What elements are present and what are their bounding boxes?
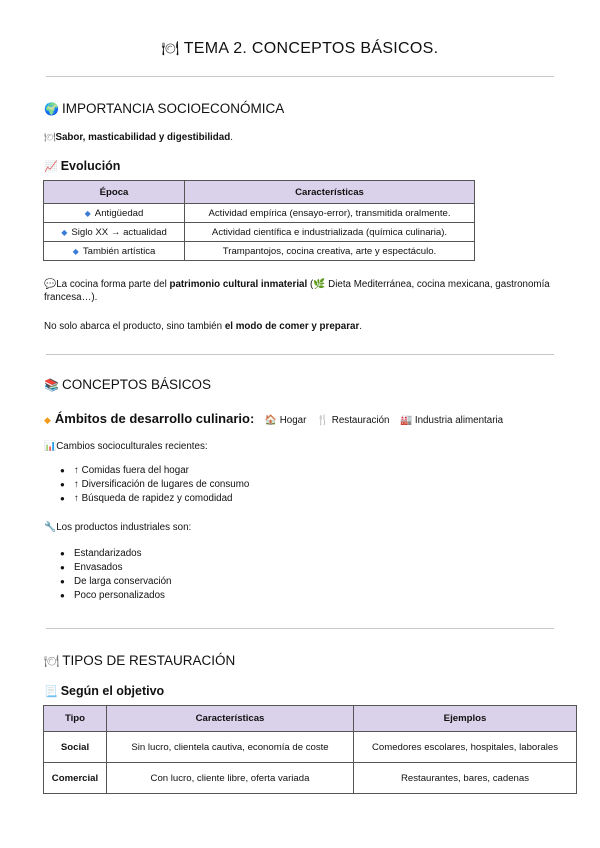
section-heading-importancia: [44, 101, 284, 116]
page-title: [0, 40, 600, 58]
list-item-text: Poco personalizados: [74, 590, 165, 601]
list-item: [60, 478, 249, 492]
table-row: [44, 204, 475, 223]
cambios-list: [60, 464, 249, 506]
ambito-label: Restauración: [331, 415, 390, 426]
table-cell: Actividad científica e industrializada (química culinaria).: [185, 223, 475, 242]
list-item-text: ↑ Búsqueda de rapidez y comodidad: [74, 493, 233, 504]
table-cell: Restaurantes, bares, cadenas: [354, 763, 577, 794]
page-title-text: TEMA 2. CONCEPTOS BÁSICOS.: [183, 40, 439, 57]
evolucion-table: [43, 180, 475, 261]
bullet-icon: ●: [60, 591, 65, 600]
plate-icon: 🍽: [44, 654, 60, 668]
patrimonio-paragraph: [44, 278, 556, 304]
list-item-text: ↑ Comidas fuera del hogar: [74, 465, 189, 476]
divider: [46, 354, 554, 355]
text-run: (: [307, 279, 314, 290]
evolucion-heading: [44, 159, 120, 173]
books-icon: 📚: [44, 378, 59, 392]
table-header: Tipo: [44, 706, 107, 732]
plate-icon: 🍽: [161, 40, 180, 56]
section-heading-text: IMPORTANCIA SOCIOECONÓMICA: [61, 101, 285, 116]
bullet-icon: ◆: [84, 208, 91, 218]
text-run: Dieta Mediterránea, cocina mexicana, gastronomía francesa…).: [44, 279, 550, 303]
table-cell: También artística: [82, 245, 156, 257]
table-cell: Comedores escolares, hospitales, laborales: [354, 732, 577, 763]
fork-knife-icon: 🍴: [316, 415, 330, 426]
sabor-bold: Sabor, masticabilidad y digestibilidad: [55, 132, 231, 143]
table-cell: Siglo XX → actualidad: [71, 226, 167, 238]
productos-list: [60, 547, 171, 603]
list-item: [60, 492, 249, 506]
herb-icon: 🌿: [313, 279, 326, 290]
table-cell: Trampantojos, cocina creativa, arte y espectáculo.: [185, 242, 475, 261]
segun-heading: [44, 684, 164, 698]
productos-line: [44, 521, 191, 534]
ambito-item: [400, 415, 503, 426]
list-item: [60, 464, 249, 478]
ambito-item: [265, 415, 307, 426]
divider: [46, 628, 554, 629]
bullet-icon: ●: [60, 563, 65, 572]
wrench-icon: 🔧: [44, 522, 57, 533]
cambios-text: Cambios socioculturales recientes:: [56, 441, 208, 452]
ambito-item: [317, 415, 390, 426]
section-heading-conceptos: [44, 377, 211, 392]
ambito-label: Industria alimentaria: [414, 415, 504, 426]
bullet-icon: ◆: [61, 227, 68, 237]
text-run: No solo abarca el producto, sino también: [44, 321, 225, 332]
ambito-label: Hogar: [279, 415, 307, 426]
sabor-end: .: [230, 132, 233, 143]
sabor-line: [44, 131, 233, 144]
section-heading-text: CONCEPTOS BÁSICOS: [61, 377, 211, 392]
table-cell: Actividad empírica (ensayo-error), transmitida oralmente.: [185, 204, 475, 223]
section-heading-tipos: [44, 653, 235, 668]
plate-icon: 🍽: [44, 132, 56, 142]
table-cell: Comercial: [44, 763, 107, 794]
diamond-bullet-icon: ◆: [44, 415, 51, 425]
divider: [46, 76, 554, 77]
bar-chart-icon: 📊: [44, 441, 57, 452]
table-cell: Sin lucro, clientela cautiva, economía de coste: [107, 732, 354, 763]
table-header: Ejemplos: [354, 706, 577, 732]
table-row: [44, 763, 577, 794]
patrimonio-bold: patrimonio cultural inmaterial: [169, 279, 308, 290]
cambios-line: [44, 440, 208, 453]
table-cell: Con lucro, cliente libre, oferta variada: [107, 763, 354, 794]
list-item: [60, 547, 171, 561]
page-icon: 📃: [44, 686, 58, 698]
list-item: [60, 589, 171, 603]
list-item-text: Envasados: [74, 562, 123, 573]
list-item: [60, 561, 171, 575]
list-item-text: De larga conservación: [74, 576, 172, 587]
speech-bubble-icon: 💬: [44, 279, 57, 290]
segun-label: Según el objetivo: [60, 684, 165, 698]
table-header: Época: [44, 181, 185, 204]
chart-increasing-icon: 📈: [44, 161, 58, 173]
text-run: La cocina forma parte del: [56, 279, 170, 290]
table-header: Características: [185, 181, 475, 204]
table-row: [44, 732, 577, 763]
globe-icon: 🌍: [44, 102, 59, 116]
ambitos-line: [44, 410, 503, 428]
table-row: [44, 223, 475, 242]
evolucion-label: Evolución: [60, 159, 121, 173]
text-run: .: [359, 321, 363, 332]
list-item: [60, 575, 171, 589]
table-header: Características: [107, 706, 354, 732]
table-row: [44, 242, 475, 261]
bullet-icon: ●: [60, 549, 65, 558]
bullet-icon: ●: [60, 494, 65, 503]
restauracion-table: [43, 705, 577, 794]
factory-icon: 🏭: [399, 415, 413, 426]
section-heading-text: TIPOS DE RESTAURACIÓN: [62, 653, 236, 668]
list-item-text: ↑ Diversificación de lugares de consumo: [74, 479, 250, 490]
modo-paragraph: [44, 320, 362, 333]
ambitos-label: Ámbitos de desarrollo culinario:: [54, 411, 255, 426]
bullet-icon: ●: [60, 480, 65, 489]
bullet-icon: ◆: [72, 246, 79, 256]
house-icon: 🏠: [264, 415, 277, 426]
table-cell: Antigüedad: [94, 207, 144, 219]
productos-text: Los productos industriales son:: [56, 522, 192, 533]
list-item-text: Estandarizados: [74, 548, 142, 559]
modo-bold: el modo de comer y preparar: [224, 321, 360, 332]
bullet-icon: ●: [60, 577, 65, 586]
bullet-icon: ●: [60, 466, 65, 475]
table-cell: Social: [44, 732, 107, 763]
